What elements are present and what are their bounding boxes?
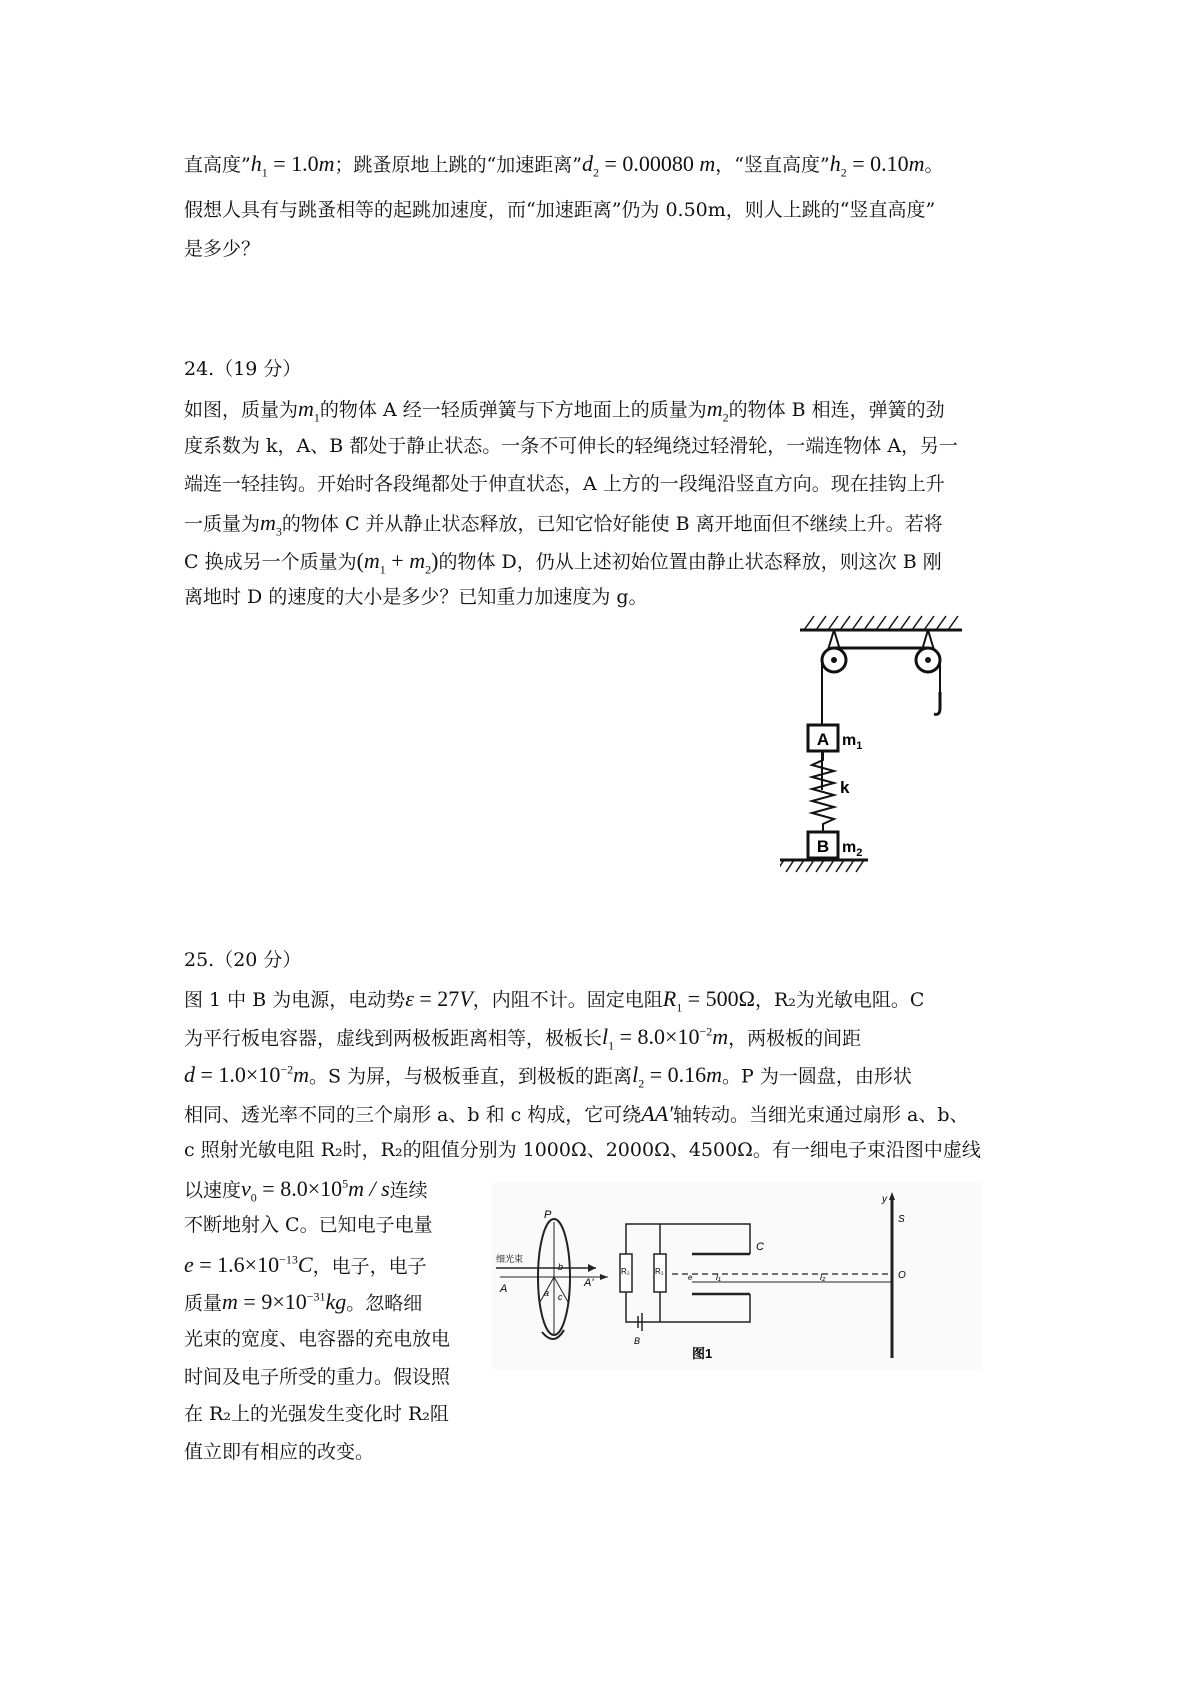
q25-line-7: 不断地射入 C。已知电子电量 [184,1214,433,1236]
hook-icon [934,692,940,714]
m1-plus-m2: $(m_1 + m_2)$ [356,548,439,577]
block-b-label: B [816,837,830,856]
q24-line-1: 如图，质量为$m_1$的物体 A 经一轻质弹簧与下方地面上的质量为$m_2$的物体 B 相连，弹簧的劲 [184,396,945,425]
svg-text:c: c [558,1292,563,1302]
q25-line-12: 在 R₂上的光强发生变化时 R₂阻 [184,1403,449,1425]
svg-text:B: B [634,1336,641,1346]
text: ；跳蚤原地上跳的“加速距离” [334,154,582,176]
svg-text:R₂: R₂ [621,1267,630,1276]
svg-text:P: P [544,1209,552,1221]
q24-header: 24.（19 分） [184,358,302,380]
svg-text:A': A' [584,1277,594,1289]
light-beam-label: 细光束 [496,1254,524,1264]
q23-line-2: 假想人具有与跳蚤相等的起跳加速度，而“加速距离”仍为 0.50m，则人上跳的“竖直高度” [184,199,936,221]
circuit-figure [492,1182,982,1370]
pulley-spring-figure [780,610,980,940]
q25-header: 25.（20 分） [184,949,302,971]
block-a-label: A [816,730,830,749]
right-pulley [916,630,940,672]
q25-line-6: 以速度$v_0 = 8.0\times 10^5m / s$连续 [184,1176,428,1205]
q25-line-1: 图 1 中 B 为电源，电动势ε = 27V，内阻不计。固定电阻$R_1 = 500\Omega$，R₂为光敏电阻。C [184,986,925,1015]
m1-label: $m_1$ [842,732,863,752]
me-symbol: $m = 9\times 10^{-31}kg$ [222,1289,347,1315]
q24-line-2: 度系数为 k，A、B 都处于静止状态。一条不可伸长的轻绳绕过轻滑轮，一端连物体 A，另一 [184,435,959,457]
svg-text:O: O [898,1270,906,1281]
m3-symbol: $m_3$ [260,510,282,539]
svg-text:y: y [882,1194,887,1205]
m1-symbol: $m_1$ [298,396,320,425]
q23-line-3: 是多少？ [184,238,261,260]
l1-symbol: $l_1 = 8.0\times 10^{-2}m$ [602,1024,729,1053]
q25-line-3: $d = 1.0\times 10^{-2}m$。S 为屏，与极板垂直，到极板的距离$l_2 = 0.16m$。P 为一圆盘，由形状 [184,1062,912,1091]
q25-line-10: 光束的宽度、电容器的充电放电 [184,1328,451,1350]
q25-line-8: $e = 1.6\times 10^{-13}C$，电子，电子 [184,1252,427,1278]
svg-text:l₂: l₂ [820,1272,826,1282]
svg-text:A: A [500,1283,508,1295]
q24-line-4: 一质量为$m_3$的物体 C 并从静止状态释放，已知它恰好能使 B 离开地面但不继续上升。若将 [184,510,943,539]
q24-line-5: C 换成另一个质量为$(m_1 + m_2)$的物体 D，仍从上述初始位置由静止状态释放，则这次 B 刚 [184,548,942,577]
q25-line-2: 为平行板电容器，虚线到两极板距离相等，极板长$l_1 = 8.0\times 10^{-2}m$，两极板的间距 [184,1024,862,1053]
q25-line-4: 相同、透光率不同的三个扇形 a、b 和 c 构成，它可绕AA′轴转动。当细光束通过扇形 a、b、 [184,1101,969,1126]
q23-line-1: 直高度$”h_1 = 1.0m$；跳蚤原地上跳的“加速距离$”d_2 = 0.00080$ m，“竖直高度$”h_2 = 0.10m$。 [184,151,944,180]
h2-symbol: $h_2 = 0.10m$ [829,151,925,180]
q25-line-13: 值立即有相应的改变。 [184,1441,375,1463]
svg-text:C: C [756,1241,764,1253]
figure-caption: 图1 [692,1346,713,1361]
svg-text:S: S [898,1214,905,1225]
text: 直高度” [184,154,251,176]
v0-symbol: $v_0 = 8.0\times 10^5m / s$ [241,1176,390,1205]
q25-line-5: c 照射光敏电阻 R₂时，R₂的阻值分别为 1000Ω、2000Ω、4500Ω。有一细电子束沿图中虚线 [184,1139,981,1161]
r1-symbol: $R_1 = 500\Omega$ [662,986,755,1015]
h1-symbol: $h_1 = 1.0m$ [250,151,335,180]
q24-line-6: 离地时 D 的速度的大小是多少？已知重力加速度为 g。 [184,586,648,608]
axis-symbol: AA′ [641,1101,673,1126]
svg-text:l₁: l₁ [716,1272,721,1282]
svg-text:R₁: R₁ [655,1267,664,1276]
e-symbol: $e = 1.6\times 10^{-13}C$ [184,1252,313,1278]
m2-symbol: $m_2$ [706,396,729,425]
spring-constant-label: k [840,778,850,797]
svg-text:e: e [688,1273,693,1282]
emf-symbol: ε = 27V [405,986,473,1011]
q25-line-9: 质量$m = 9\times 10^{-31}kg$。忽略细 [184,1289,423,1315]
left-pulley [822,630,846,672]
svg-text:b: b [558,1262,564,1272]
q25-line-11: 时间及电子所受的重力。假设照 [184,1366,451,1388]
d2-symbol: $d_2 = 0.00080$ m [581,151,716,180]
l2-symbol: $l_2 = 0.16m$ [632,1062,722,1091]
text: ，“竖直高度” [715,154,830,176]
q24-line-3: 端连一轻挂钩。开始时各段绳都处于伸直状态，A 上方的一段绳沿竖直方向。现在挂钩上升 [184,473,945,495]
m2-label: $m_2$ [842,839,863,859]
svg-text:a: a [544,1288,550,1298]
d-symbol: $d = 1.0\times 10^{-2}m$ [184,1062,309,1088]
